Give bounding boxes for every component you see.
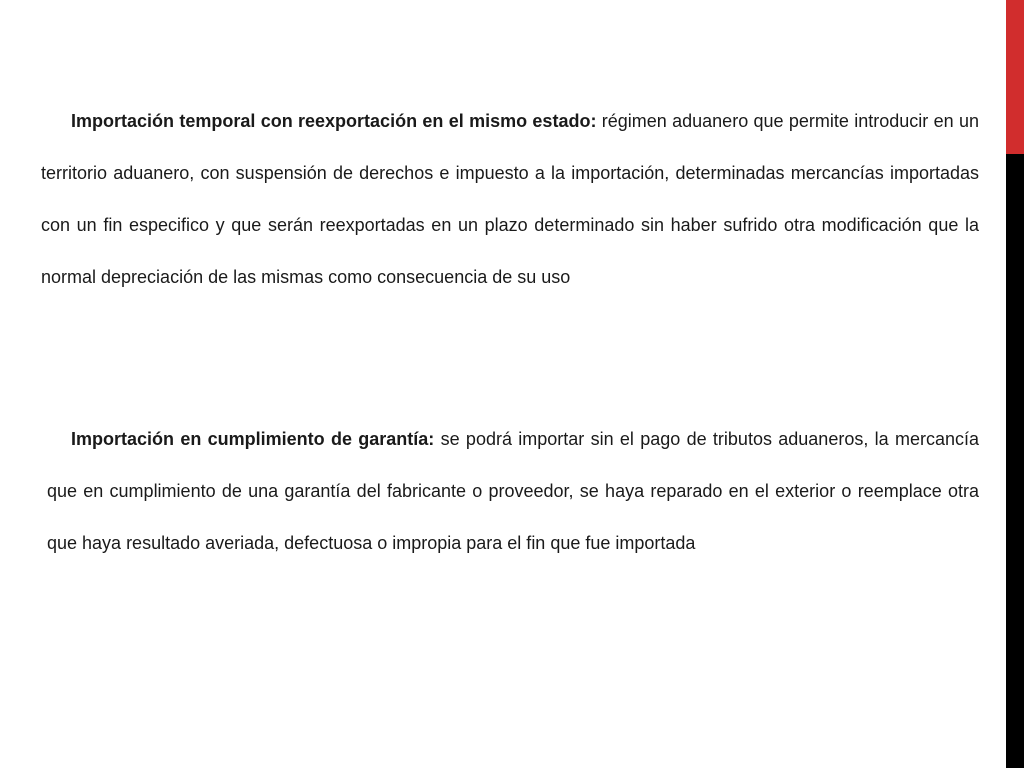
term-importacion-garantia: Importación en cumplimiento de garantía: <box>71 429 435 449</box>
definition-importacion-garantia: se podrá importar sin el pago de tributos aduaneros, la mercancía que en cumplimiento de una garantía del fabricante o proveedor, se haya reparado en el exterior o reemplace otra que haya resultado averiada, defectuosa o impropia para el fin que fue importada <box>47 429 979 553</box>
side-accent-bar-black <box>1006 154 1024 768</box>
definition-importacion-temporal: régimen aduanero que permite introducir en un territorio aduanero, con suspensión de derechos e impuesto a la importación, determinadas mercancías importadas con un fin especifico y que serán reexportadas en un plazo determinado sin haber sufrido otra modificación que la normal depreciación de las mismas como consecuencia de su uso <box>41 111 979 287</box>
paragraph-importacion-garantia <box>47 413 979 569</box>
term-importacion-temporal: Importación temporal con reexportación en el mismo estado: <box>71 111 597 131</box>
paragraph-importacion-temporal <box>41 95 979 303</box>
side-accent-bar-red <box>1006 0 1024 154</box>
